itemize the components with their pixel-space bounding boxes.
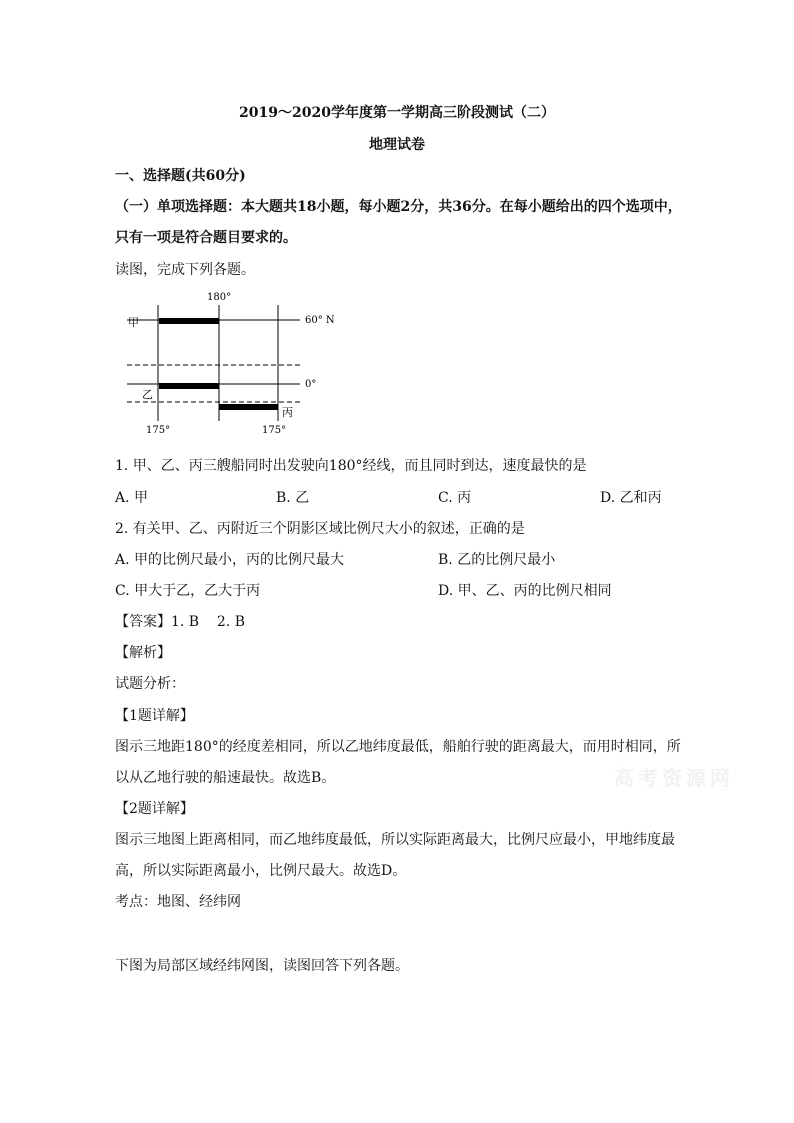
question-2: 2. 有关甲、乙、丙附近三个阴影区域比例尺大小的叙述，正确的是 xyxy=(115,521,525,537)
label-yi: 乙 xyxy=(142,388,153,401)
q2-option-d: D. 甲、乙、丙的比例尺相同 xyxy=(438,583,612,599)
q1-option-a: A. 甲 xyxy=(115,490,149,506)
exam-title: 2019～2020学年度第一学期高三阶段测试（二） xyxy=(239,105,555,121)
section-heading: 一、选择题(共60分) xyxy=(115,168,246,184)
label-lon-left: 175° xyxy=(146,425,171,436)
q1-detail-line-1: 图示三地距180°的经度差相同，所以乙地纬度最低，船舶行驶的距离最大，而用时相同，所 xyxy=(115,739,681,755)
answer-values: 1. B 2. B xyxy=(171,614,245,630)
lat-lon-grid-figure xyxy=(120,288,350,438)
q2-detail-line-1: 图示三地图上距离相同，而乙地纬度最低，所以实际距离最大，比例尺应最小，甲地纬度最 xyxy=(115,832,675,848)
q1-detail-label: 【1题详解】 xyxy=(115,708,194,724)
analysis-intro: 试题分析： xyxy=(115,676,185,692)
q1-option-b: B. 乙 xyxy=(276,490,310,506)
q2-option-a: A. 甲的比例尺最小，丙的比例尺最大 xyxy=(115,552,345,568)
instruction-line-2: 只有一项是符合题目要求的。 xyxy=(115,230,297,246)
label-0: 0° xyxy=(305,379,317,390)
exam-subtitle: 地理试卷 xyxy=(369,137,425,153)
q1-detail-line-2: 以从乙地行驶的船速最快。故选B。 xyxy=(115,770,336,786)
bar-yi xyxy=(159,383,219,389)
label-lon-right: 175° xyxy=(262,425,287,436)
next-figure-prompt: 下图为局部区域经纬网图，读图回答下列各题。 xyxy=(115,958,409,974)
label-180: 180° xyxy=(207,292,232,303)
watermark: 高考资源网 xyxy=(614,766,734,790)
q2-detail-line-2: 高，所以实际距离最小，比例尺最大。故选D。 xyxy=(115,863,407,879)
bar-bing xyxy=(219,404,278,410)
answer-line xyxy=(115,614,245,630)
read-figure-prompt: 读图，完成下列各题。 xyxy=(115,262,255,278)
label-jia: 甲 xyxy=(128,316,139,329)
bar-jia xyxy=(159,318,219,324)
topic-line: 考点：地图、经纬网 xyxy=(115,894,241,910)
analysis-label: 【解析】 xyxy=(115,645,171,661)
q2-option-c: C. 甲大于乙，乙大于丙 xyxy=(115,583,261,599)
q1-option-c: C. 丙 xyxy=(438,490,472,506)
label-60n: 60° N xyxy=(305,315,335,326)
q2-detail-label: 【2题详解】 xyxy=(115,801,194,817)
instruction-line-1: （一）单项选择题：本大题共18小题，每小题2分，共36分。在每小题给出的四个选项中， xyxy=(115,199,682,215)
answer-label: 【答案】 xyxy=(115,614,171,630)
label-bing: 丙 xyxy=(282,406,293,419)
q2-option-b: B. 乙的比例尺最小 xyxy=(438,552,556,568)
question-1: 1. 甲、乙、丙三艘船同时出发驶向180°经线，而且同时到达，速度最快的是 xyxy=(115,458,587,474)
q1-option-d: D. 乙和丙 xyxy=(600,490,662,506)
